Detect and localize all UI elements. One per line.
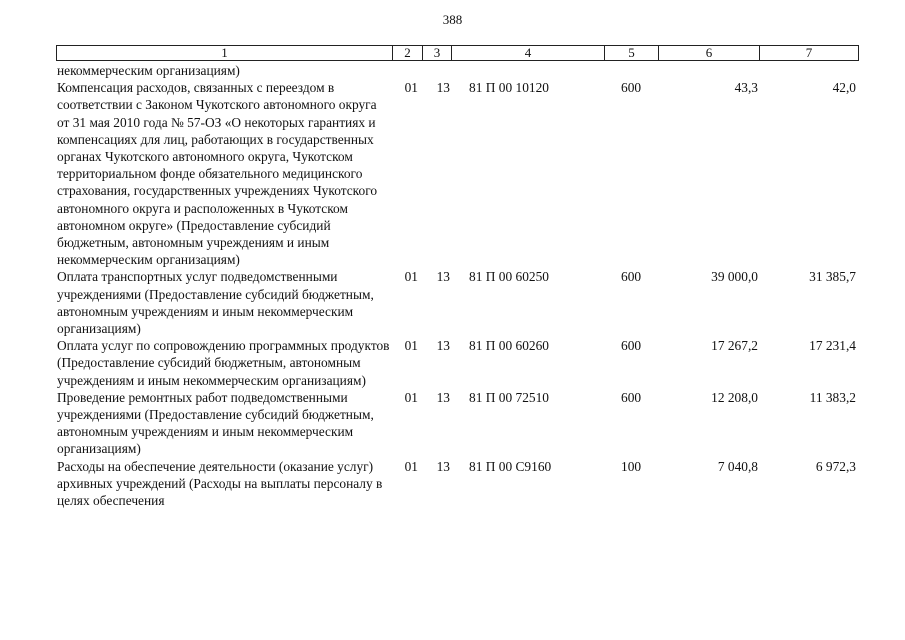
row-target-article: 81 П 00 60260: [469, 338, 549, 354]
row-section: 01: [404, 338, 418, 354]
row-expense-type: 600: [621, 80, 642, 96]
row-actual: 17 231,4: [809, 338, 856, 354]
table-row: [0, 389, 905, 458]
header-col-4: 4: [451, 46, 604, 60]
table-row: [0, 79, 905, 268]
table-header: [56, 45, 859, 61]
row-section: 01: [404, 458, 418, 474]
row-name: некоммерческим организациям): [57, 63, 240, 78]
row-subsection: 13: [436, 269, 450, 285]
header-col-2: 2: [392, 46, 422, 60]
row-name: Компенсация расходов, связанных с переездом в соответствии с Законом Чукотского автономного округа от 31 мая 2010 года № 57-ОЗ «О некоторых гарантиях и компенсациях для лиц, работающих в государственных органах Чукотского автономного округа, Чукотском территориальном фонде обязательного медицинского страхования, государственных учреждениях Чукотского автономного округа и расположенных в Чукотском автономном округе» (Предоставление субсидий бюджетным, автономным учреждениям и иным некоммерческим организациям): [57, 80, 378, 268]
row-actual: 11 383,2: [809, 389, 856, 405]
row-actual: 31 385,7: [809, 269, 856, 285]
header-col-1: 1: [221, 45, 228, 60]
row-target-article: 81 П 00 10120: [469, 80, 549, 96]
row-name: Расходы на обеспечение деятельности (оказание услуг) архивных учреждений (Расходы на выплаты персоналу в целях обеспечения: [57, 458, 383, 509]
row-expense-type: 600: [621, 389, 642, 405]
header-col-7: 7: [759, 46, 858, 60]
row-planned: 17 267,2: [711, 338, 758, 354]
row-planned: 43,3: [734, 80, 758, 96]
header-col-5: 5: [604, 46, 658, 60]
row-planned: 7 040,8: [717, 458, 758, 474]
row-name: Оплата транспортных услуг подведомственными учреждениями (Предоставление субсидий бюджетным, автономным учреждениям и иным некоммерческим организациям): [57, 269, 374, 337]
row-section: 01: [404, 80, 418, 96]
row-section: 01: [404, 389, 418, 405]
row-target-article: 81 П 00 72510: [469, 389, 549, 405]
table-row: [0, 458, 905, 510]
row-actual: 6 972,3: [815, 458, 856, 474]
table-body: [0, 62, 905, 509]
header-col-6: 6: [658, 46, 759, 60]
row-expense-type: 100: [621, 458, 642, 474]
row-subsection: 13: [436, 338, 450, 354]
row-section: 01: [404, 269, 418, 285]
row-target-article: 81 П 00 С9160: [469, 458, 552, 474]
table-row: [0, 337, 905, 389]
header-col-3: 3: [422, 46, 451, 60]
row-name: Оплата услуг по сопровождению программных продуктов (Предоставление субсидий бюджетным, автономным учреждениям и иным некоммерческим организациям): [57, 338, 390, 388]
row-name: Проведение ремонтных работ подведомственными учреждениями (Предоставление субсидий бюджетным, автономным учреждениям и иным некоммерческим организациям): [57, 389, 374, 457]
row-subsection: 13: [436, 458, 450, 474]
row-target-article: 81 П 00 60250: [469, 269, 549, 285]
row-expense-type: 600: [621, 269, 642, 285]
page-number: 388: [442, 12, 463, 27]
table-row: [0, 62, 905, 79]
row-subsection: 13: [436, 389, 450, 405]
row-subsection: 13: [436, 80, 450, 96]
table-row: [0, 268, 905, 337]
row-expense-type: 600: [621, 338, 642, 354]
row-planned: 39 000,0: [711, 269, 758, 285]
row-planned: 12 208,0: [711, 389, 758, 405]
row-actual: 42,0: [832, 80, 856, 96]
